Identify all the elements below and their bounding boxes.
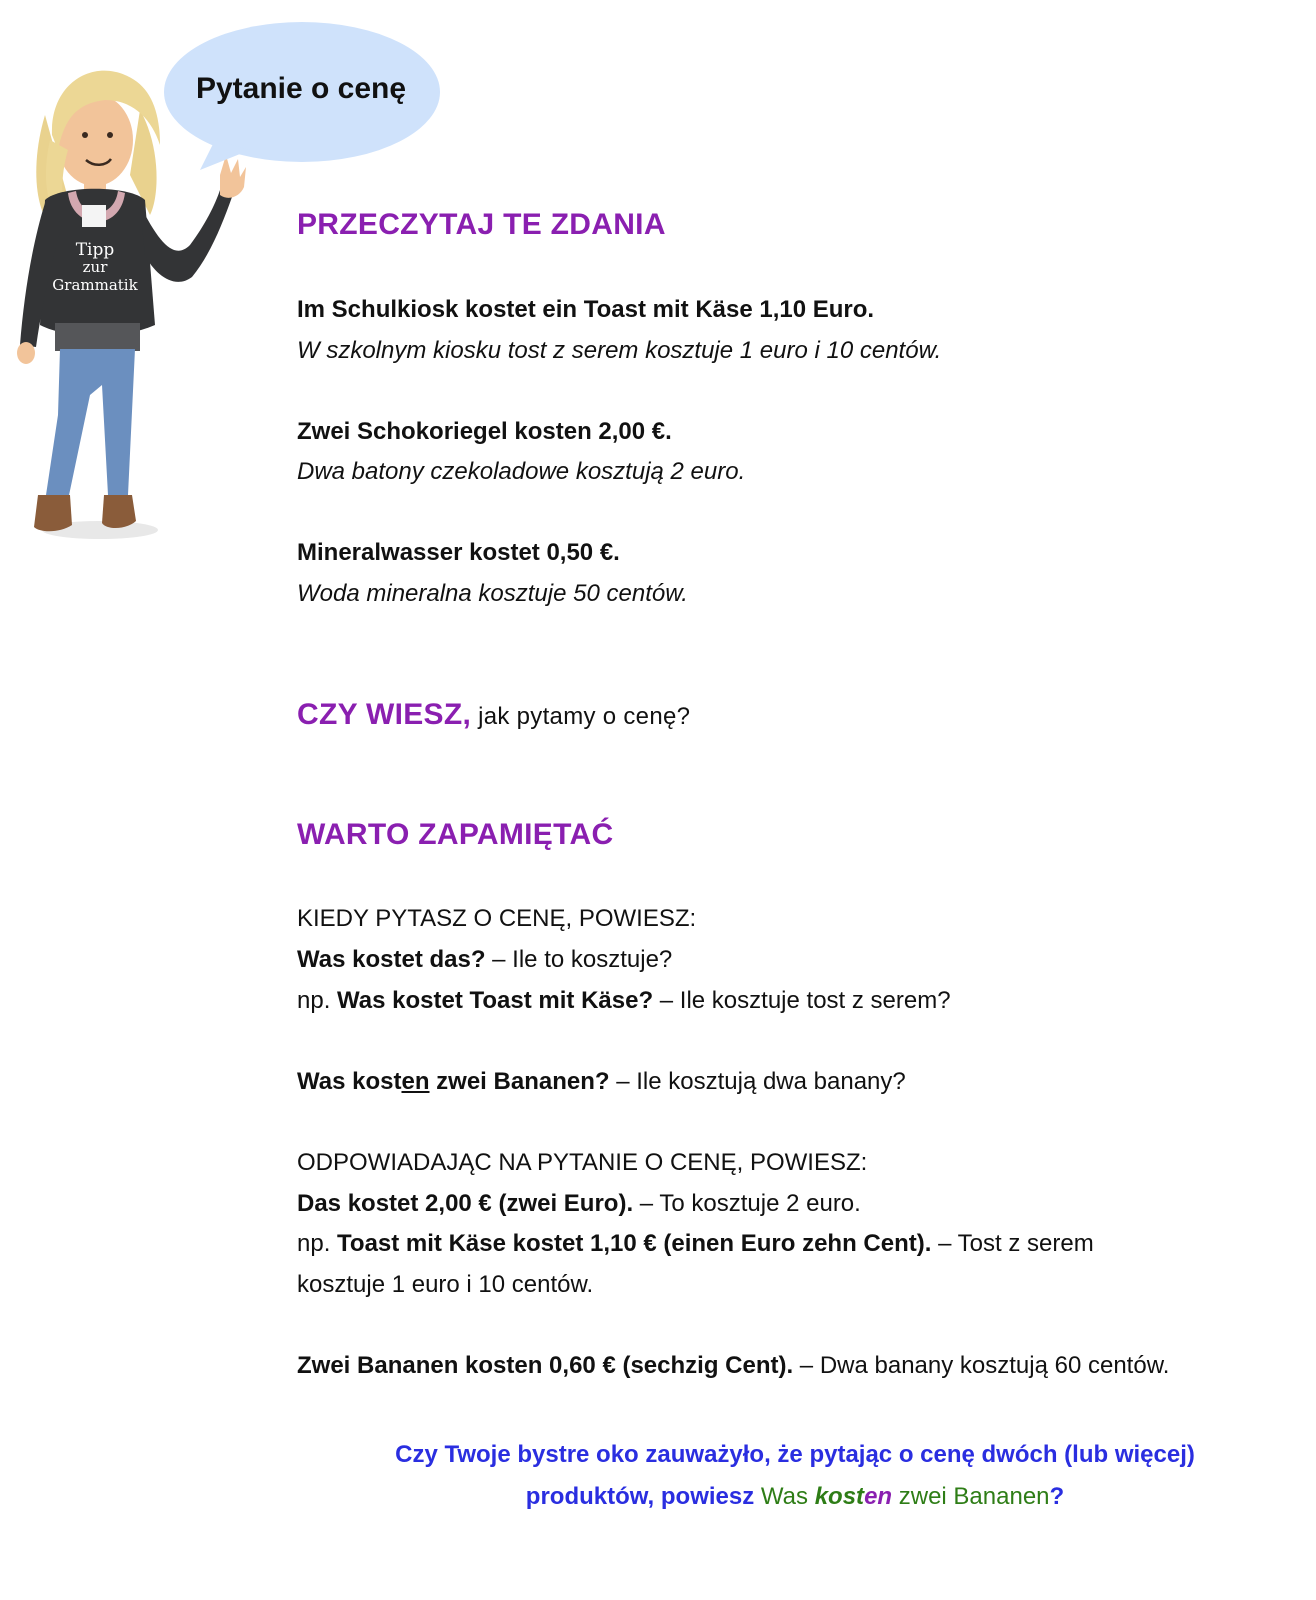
answer-line-2-cont: kosztuje 1 euro i 10 centów. xyxy=(297,1271,594,1298)
ask2-de: Was kostet Toast mit Käse? xyxy=(337,987,654,1014)
sentence-de-2: Zwei Schokoriegel kosten 2,00 €. xyxy=(297,418,672,445)
section-heading-remember: WARTO ZAPAMIĘTAĆ xyxy=(297,818,614,851)
tip-note-line2-a: produktów, powiesz xyxy=(525,1483,761,1510)
ask-line-1 xyxy=(297,945,672,975)
answer-line-2 xyxy=(297,1229,1094,1259)
ask3-de-a: Was kost xyxy=(297,1068,402,1095)
tip-note-line2 xyxy=(300,1476,1290,1518)
ask-line-3 xyxy=(297,1067,906,1097)
ask3-de-b: zwei Bananen? xyxy=(429,1068,610,1095)
answer-intro: ODPOWIADAJĄC NA PYTANIE O CENĘ, POWIESZ: xyxy=(297,1149,868,1176)
ans2-de: Toast mit Käse kostet 1,10 € (einen Euro zehn Cent). xyxy=(337,1230,932,1257)
czy-wiesz-rest: jak pytamy o cenę? xyxy=(471,703,691,730)
czy-wiesz-label: CZY WIESZ, xyxy=(297,698,472,731)
tip-was: Was xyxy=(760,1483,815,1510)
bubble-title: Pytanie o cenę xyxy=(195,72,407,105)
sentence-pl-1: W szkolnym kiosku tost z serem kosztuje 1 euro i 10 centów. xyxy=(297,337,942,364)
sentence-de-3: Mineralwasser kostet 0,50 €. xyxy=(297,539,620,566)
section-heading-question xyxy=(297,698,690,732)
tip-en: en xyxy=(864,1483,893,1510)
answer-line-3 xyxy=(297,1351,1169,1381)
ask3-pl: – Ile kosztują dwa banany? xyxy=(609,1068,906,1095)
ask2-pl: – Ile kosztuje tost z serem? xyxy=(653,987,951,1014)
ans1-pl: – To kosztuje 2 euro. xyxy=(633,1190,861,1217)
ans3-de: Zwei Bananen kosten 0,60 € (sechzig Cent). xyxy=(297,1352,794,1379)
shirt-text-line2: zur xyxy=(82,258,108,276)
tip-kost: kost xyxy=(814,1483,865,1510)
ask1-de: Was kostet das? xyxy=(297,946,486,973)
sentence-pl-3: Woda mineralna kosztuje 50 centów. xyxy=(297,580,688,607)
ans3-pl: – Dwa banany kosztują 60 centów. xyxy=(793,1352,1170,1379)
shirt-text-line1: Tipp xyxy=(75,240,115,260)
sentence-de-1: Im Schulkiosk kostet ein Toast mit Käse 1,10 Euro. xyxy=(297,296,875,323)
shirt-text-line3: Grammatik xyxy=(52,276,138,294)
ask-line-2 xyxy=(297,986,951,1016)
ans2-np: np. xyxy=(297,1230,338,1257)
ans1-de: Das kostet 2,00 € (zwei Euro). xyxy=(297,1190,634,1217)
answer-line-1 xyxy=(297,1189,861,1219)
ask3-de-underlined: en xyxy=(401,1068,430,1095)
ask2-np: np. xyxy=(297,987,338,1014)
ans2-pl: – Tost z serem xyxy=(931,1230,1094,1257)
tip-note xyxy=(300,1434,1290,1518)
section-heading-read: PRZECZYTAJ TE ZDANIA xyxy=(297,208,666,241)
sentence-pl-2: Dwa batony czekoladowe kosztują 2 euro. xyxy=(297,458,746,485)
ask1-pl: – Ile to kosztuje? xyxy=(485,946,673,973)
tip-question-mark: ? xyxy=(1049,1483,1065,1510)
tip-rest: zwei Bananen xyxy=(892,1483,1050,1510)
tip-note-line1: Czy Twoje bystre oko zauważyło, że pytając o cenę dwóch (lub więcej) xyxy=(395,1441,1195,1468)
ask-intro: KIEDY PYTASZ O CENĘ, POWIESZ: xyxy=(297,905,697,932)
